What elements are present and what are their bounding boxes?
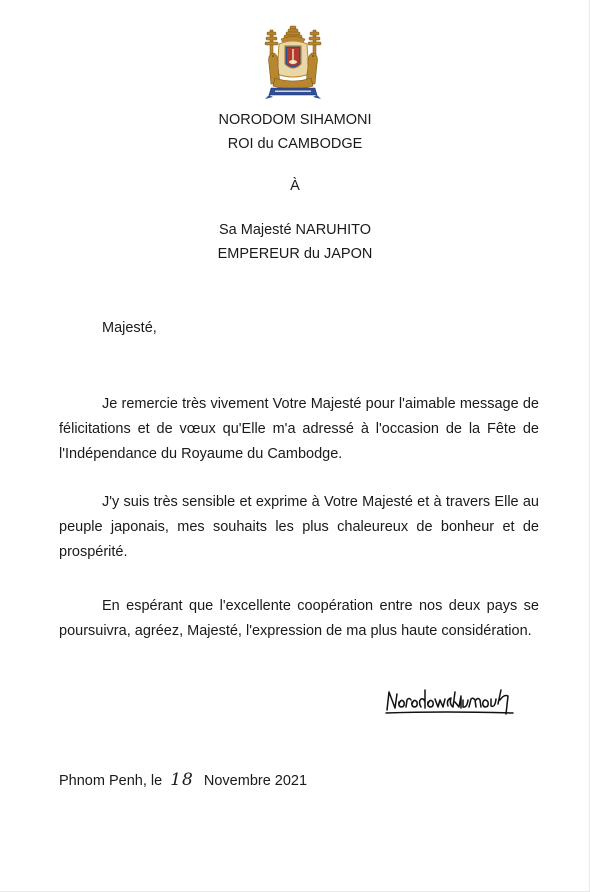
recipient-title: EMPEREUR du JAPON [217, 246, 373, 262]
paragraph-line: félicitations et de vœux qu'Elle m'a adressé à l'occasion de la Fête de [59, 421, 539, 437]
sender-title: ROI du CAMBODGE [227, 136, 363, 152]
paragraph-2 [59, 490, 539, 565]
salutation: Majesté, [102, 320, 157, 336]
month-year: Novembre 2021 [203, 773, 308, 789]
paragraph-line: peuple japonais, mes souhaits les plus chaleureux de bonheur et de [59, 519, 539, 535]
handwritten-day: 18 [170, 770, 194, 790]
place-date [59, 770, 307, 791]
royal-emblem-icon [261, 24, 325, 102]
paragraph-line: J'y suis très sensible et exprime à Votre Majesté et à travers Elle au [102, 494, 539, 510]
sender-block [0, 110, 590, 154]
place-label: Phnom Penh, le [59, 773, 163, 789]
paragraph-1 [59, 392, 539, 467]
recipient-name: Sa Majesté NARUHITO [218, 222, 372, 238]
signature-icon [383, 682, 523, 722]
paragraph-line: En espérant que l'excellente coopération entre nos deux pays se [102, 598, 539, 614]
sender-name: NORODOM SIHAMONI [218, 112, 372, 128]
paragraph-line: Je remercie très vivement Votre Majesté pour l'aimable message de [102, 396, 539, 412]
paragraph-line: l'Indépendance du Royaume du Cambodge. [59, 446, 343, 462]
paragraph-3 [59, 594, 539, 644]
to-label: À [290, 178, 300, 194]
paragraph-line: prospérité. [59, 544, 128, 560]
recipient-block [0, 220, 590, 264]
paragraph-line: poursuivra, agréez, Majesté, l'expression de ma plus haute considération. [59, 623, 532, 639]
